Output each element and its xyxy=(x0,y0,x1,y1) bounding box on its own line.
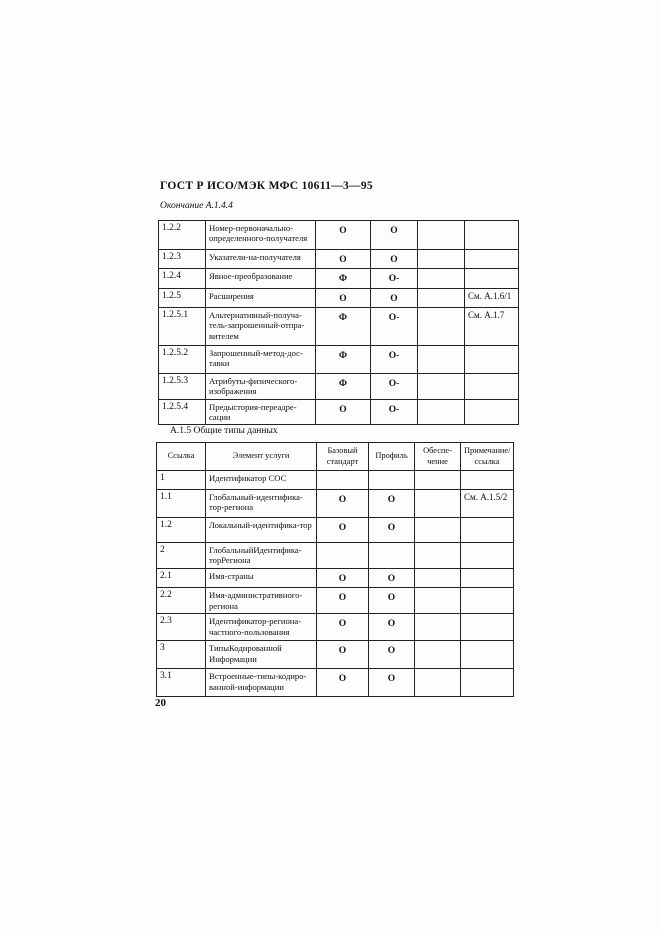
note-cell xyxy=(465,346,519,374)
header-note: Примечание/ ссылка xyxy=(461,443,514,471)
header-ref: Ссылка xyxy=(157,443,206,471)
base-standard-cell: О xyxy=(317,588,369,614)
element-cell: ГлобальныйИдентифика-торРегиона xyxy=(206,543,317,569)
table-row xyxy=(159,269,519,288)
element-cell: Идентификатор СОС xyxy=(206,471,317,490)
support-cell xyxy=(415,641,461,669)
ref-cell: 3 xyxy=(157,641,206,669)
ref-cell: 1.2.5.4 xyxy=(159,399,206,425)
base-standard-cell: О xyxy=(316,250,371,269)
section-heading: А.1.5 Общие типы данных xyxy=(170,426,278,436)
profile-cell: О xyxy=(371,288,418,307)
table-row xyxy=(157,641,514,669)
header-base: Базовый стандарт xyxy=(317,443,369,471)
note-cell xyxy=(465,221,519,250)
support-cell xyxy=(415,490,461,518)
table-row xyxy=(159,288,519,307)
table-row xyxy=(157,543,514,569)
profile-cell xyxy=(369,471,415,490)
support-cell xyxy=(418,221,465,250)
note-cell xyxy=(465,269,519,288)
base-standard-cell: О xyxy=(317,569,369,588)
profile-cell: О- xyxy=(371,374,418,400)
note-cell: См. А.1.5/2 xyxy=(461,490,514,518)
note-cell xyxy=(461,614,514,641)
table-row xyxy=(159,346,519,374)
header-profile: Профиль xyxy=(369,443,415,471)
table-row xyxy=(159,250,519,269)
table-row xyxy=(159,308,519,346)
profile-cell: О- xyxy=(371,308,418,346)
profile-cell: О xyxy=(371,250,418,269)
note-cell: См. А.1.6/1 xyxy=(465,288,519,307)
ref-cell: 2.2 xyxy=(157,588,206,614)
element-cell: Идентификатор-региона-частного-пользования xyxy=(206,614,317,641)
element-cell: Запрошенный-метод-дос-тавки xyxy=(206,346,316,374)
table-row xyxy=(159,374,519,400)
base-standard-cell: О xyxy=(317,490,369,518)
support-cell xyxy=(418,399,465,425)
note-cell xyxy=(461,569,514,588)
support-cell xyxy=(415,569,461,588)
table-row xyxy=(157,518,514,543)
note-cell xyxy=(461,518,514,543)
profile-cell: О xyxy=(369,641,415,669)
element-cell: Альтернативный-получа-тель-запрошенный-отпра-вителем xyxy=(206,308,316,346)
profile-cell: О xyxy=(371,221,418,250)
base-standard-cell: О xyxy=(317,669,369,697)
ref-cell: 1.2.4 xyxy=(159,269,206,288)
note-cell xyxy=(465,374,519,400)
base-standard-cell: О xyxy=(317,641,369,669)
table-row xyxy=(157,471,514,490)
element-cell: Имя-страны xyxy=(206,569,317,588)
element-cell: Встроенные-типы-кодиро-ванной-информации xyxy=(206,669,317,697)
ref-cell: 1.1 xyxy=(157,490,206,518)
ref-cell: 2.3 xyxy=(157,614,206,641)
note-cell xyxy=(461,543,514,569)
profile-cell: О- xyxy=(371,269,418,288)
element-cell: Расширения xyxy=(206,288,316,307)
profile-cell: О xyxy=(369,614,415,641)
base-standard-cell: О xyxy=(316,288,371,307)
support-cell xyxy=(418,250,465,269)
table-row xyxy=(157,614,514,641)
ref-cell: 1.2.5 xyxy=(159,288,206,307)
support-cell xyxy=(415,471,461,490)
support-cell xyxy=(418,374,465,400)
support-cell xyxy=(415,588,461,614)
ref-cell: 1.2.5.2 xyxy=(159,346,206,374)
note-cell xyxy=(465,250,519,269)
note-cell xyxy=(461,588,514,614)
base-standard-cell: Ф xyxy=(316,374,371,400)
ref-cell: 3.1 xyxy=(157,669,206,697)
ref-cell: 1.2.5.3 xyxy=(159,374,206,400)
profile-cell: О- xyxy=(371,346,418,374)
base-standard-cell: Ф xyxy=(316,308,371,346)
profile-cell: О xyxy=(369,569,415,588)
note-cell xyxy=(461,669,514,697)
support-cell xyxy=(415,543,461,569)
note-cell: См. А.1.7 xyxy=(465,308,519,346)
profile-cell: О xyxy=(369,669,415,697)
ref-cell: 1.2 xyxy=(157,518,206,543)
base-standard-cell xyxy=(317,471,369,490)
note-cell xyxy=(461,471,514,490)
table-continuation-caption: Окончание А.1.4.4 xyxy=(160,201,233,211)
element-cell: Явное-преобразование xyxy=(206,269,316,288)
profile-cell xyxy=(369,543,415,569)
header-support: Обеспе-чение xyxy=(415,443,461,471)
element-cell: ТипыКодированной Информации xyxy=(206,641,317,669)
ref-cell: 1 xyxy=(157,471,206,490)
base-standard-cell: Ф xyxy=(316,269,371,288)
base-standard-cell: Ф xyxy=(316,346,371,374)
element-cell: Имя-административного-региона xyxy=(206,588,317,614)
table-row xyxy=(157,490,514,518)
element-cell: Атрибуты-физического-изображения xyxy=(206,374,316,400)
table-row xyxy=(159,399,519,425)
support-cell xyxy=(415,669,461,697)
profile-cell: О- xyxy=(371,399,418,425)
support-cell xyxy=(418,288,465,307)
document-title: ГОСТ Р ИСО/МЭК МФС 10611—3—95 xyxy=(160,180,373,192)
support-cell xyxy=(418,346,465,374)
table-row xyxy=(157,588,514,614)
table-row xyxy=(157,569,514,588)
ref-cell: 2 xyxy=(157,543,206,569)
ref-cell: 1.2.2 xyxy=(159,221,206,250)
base-standard-cell: О xyxy=(316,399,371,425)
profile-cell: О xyxy=(369,518,415,543)
table-row xyxy=(159,221,519,250)
base-standard-cell: О xyxy=(316,221,371,250)
table-a15-common-data-types xyxy=(156,442,514,697)
profile-cell: О xyxy=(369,490,415,518)
element-cell: Глобальный-идентифика-тор-региона xyxy=(206,490,317,518)
header-element: Элемент услуги xyxy=(206,443,317,471)
ref-cell: 1.2.3 xyxy=(159,250,206,269)
ref-cell: 2.1 xyxy=(157,569,206,588)
table-a144-continued xyxy=(158,220,519,425)
profile-cell: О xyxy=(369,588,415,614)
support-cell xyxy=(418,269,465,288)
support-cell xyxy=(415,614,461,641)
element-cell: Номер-первоначально-определенного-получателя xyxy=(206,221,316,250)
base-standard-cell: О xyxy=(317,614,369,641)
element-cell: Предыстория-переадре-сации xyxy=(206,399,316,425)
note-cell xyxy=(465,399,519,425)
page-number: 20 xyxy=(155,697,166,709)
ref-cell: 1.2.5.1 xyxy=(159,308,206,346)
element-cell: Локальный-идентифика-тор xyxy=(206,518,317,543)
table-header-row xyxy=(157,443,514,471)
base-standard-cell xyxy=(317,543,369,569)
table-row xyxy=(157,669,514,697)
element-cell: Указатели-на-получателя xyxy=(206,250,316,269)
note-cell xyxy=(461,641,514,669)
base-standard-cell: О xyxy=(317,518,369,543)
support-cell xyxy=(418,308,465,346)
support-cell xyxy=(415,518,461,543)
